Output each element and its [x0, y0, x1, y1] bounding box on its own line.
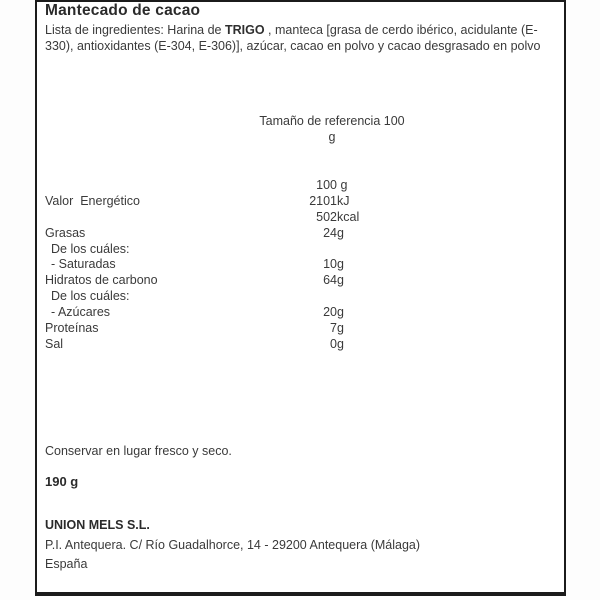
nutrient-label: - Azúcares [51, 305, 111, 320]
manufacturer-info [45, 516, 420, 575]
nutrition-row [37, 257, 564, 273]
allergen-highlight: TRIGO [224, 23, 265, 37]
nutrient-amount: 24 [323, 225, 337, 240]
storage-note: Conservar en lugar fresco y seco. [45, 444, 232, 458]
nutrition-row [37, 178, 564, 194]
nutrient-label: Grasas [45, 225, 86, 240]
nutrient-amount: 10 [323, 257, 337, 272]
nutrient-amount: 0 [330, 336, 337, 351]
manufacturer-name: UNION MELS S.L. [45, 518, 150, 532]
nutrient-unit: g [337, 178, 348, 192]
nutrition-row [37, 289, 564, 305]
manufacturer-country: España [45, 557, 88, 571]
ingredients-segment: , manteca [grasa de cerdo ibérico, acidulante (E-330), antioxidantes (E-304, E-306)], azúcar, cacao en polvo y cacao desgrasado en polvo [45, 23, 541, 53]
ingredients-text [45, 22, 547, 54]
nutrient-amount: 2101 [309, 193, 337, 208]
nutrition-row [37, 337, 564, 353]
serving-reference-line1: Tamaño de referencia 100 [259, 114, 405, 128]
nutrient-label: Valor Energético [45, 193, 140, 208]
nutrient-label: De los cuáles: [51, 289, 130, 304]
nutrient-amount: 100 [316, 178, 337, 192]
nutrition-table [37, 178, 564, 353]
net-weight: 190 g [45, 474, 79, 489]
nutrient-amount: 7 [330, 321, 337, 336]
nutrition-row [37, 321, 564, 337]
nutrient-label: - Saturadas [51, 257, 116, 272]
nutrient-unit: kcal [337, 209, 360, 224]
ingredients-segment: Lista de ingredientes: Harina de [45, 23, 225, 37]
nutrient-unit: kJ [337, 193, 350, 208]
nutrient-label: Proteínas [45, 321, 99, 336]
manufacturer-address: P.I. Antequera. C/ Río Guadalhorce, 14 - 29200 Antequera (Málaga) [45, 537, 421, 552]
nutrition-row [37, 210, 564, 226]
nutrient-amount: 502 [316, 209, 337, 224]
nutrient-unit: g [337, 257, 344, 272]
nutrient-unit: g [337, 305, 344, 320]
nutrient-amount: 64 [323, 273, 337, 288]
page-title: Mantecado de cacao [45, 2, 201, 19]
nutrition-row [37, 226, 564, 242]
serving-reference-line2: g [328, 129, 336, 144]
nutrient-unit: g [337, 225, 344, 240]
label-frame [35, 0, 566, 596]
nutrient-unit: g [337, 336, 344, 351]
serving-reference [177, 114, 487, 145]
nutrient-label: Hidratos de carbono [45, 273, 158, 288]
nutrient-unit: g [337, 273, 344, 288]
nutrient-label: De los cuáles: [51, 241, 130, 256]
nutrition-row [37, 194, 564, 210]
nutrient-unit: g [337, 321, 344, 336]
nutrient-amount: 20 [323, 305, 337, 320]
nutrition-row [37, 242, 564, 258]
nutrition-row [37, 273, 564, 289]
nutrient-label: Sal [45, 336, 64, 351]
nutrition-row [37, 305, 564, 321]
